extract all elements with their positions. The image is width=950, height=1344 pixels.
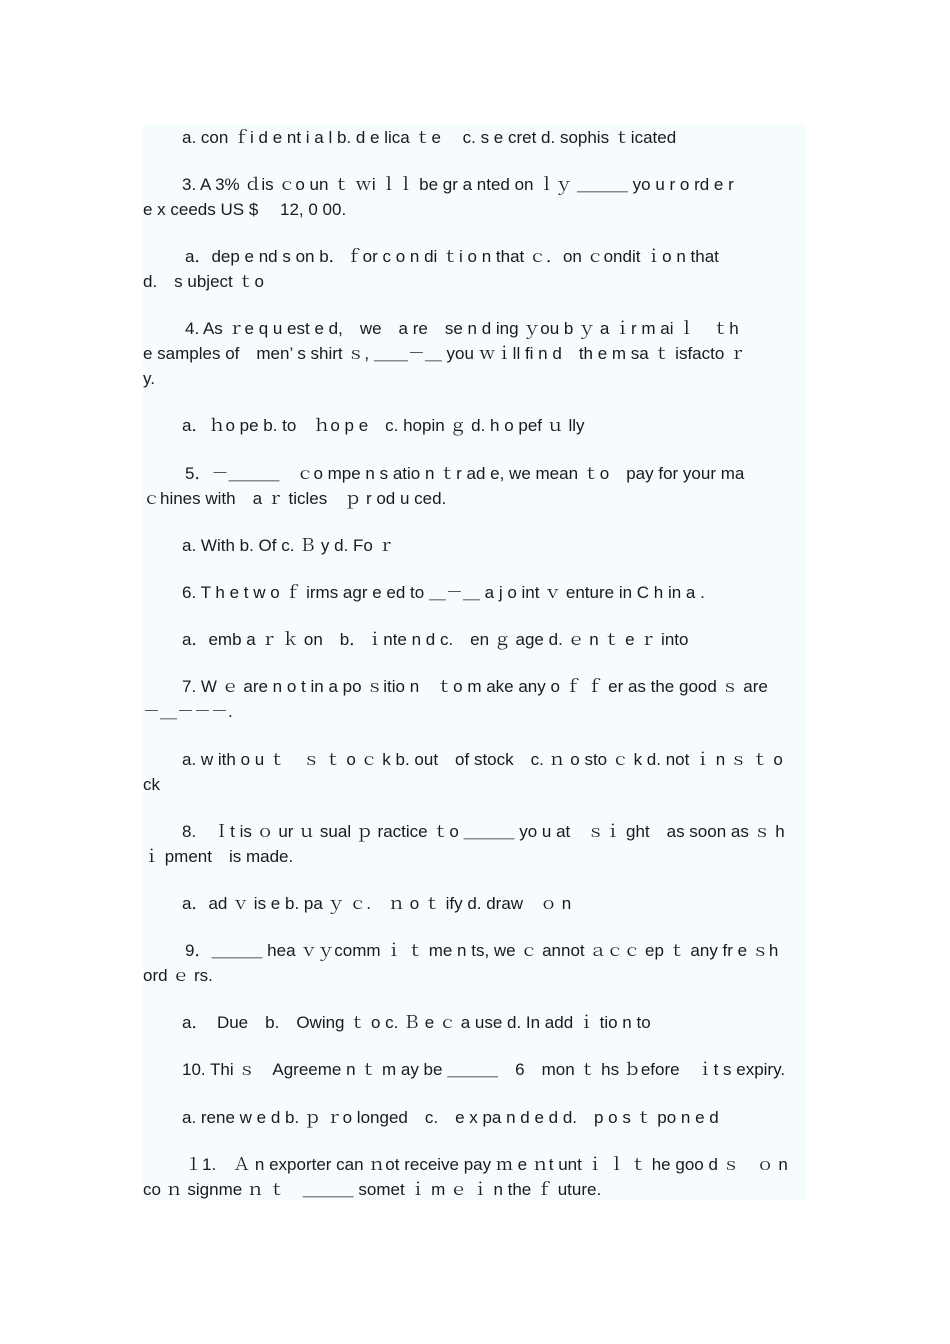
q8-options: [143, 891, 845, 916]
document-page: [143, 124, 806, 1200]
text-line: d. s ubject ｔo: [143, 272, 264, 291]
q7-options: [143, 747, 806, 797]
q9-options: [143, 1010, 845, 1035]
question-6: [143, 580, 845, 605]
text-line: ck: [143, 775, 160, 794]
text-line: a. rene w e d b. ｐ ｒo longed c. e x pa n d e d d. p o s ｔ po n e d: [182, 1108, 719, 1127]
text-line: 6. T h e t w o ｆ irms agr e ed to ＿－＿ a j o int ｖ enture in C h in a .: [182, 583, 705, 602]
text-line: 5．－＿＿＿ ｃo mpe n s atio n ｔr ad e, we mean ｔo pay for your ma: [185, 464, 745, 483]
text-line: e x ceeds US $ 12, 0 00.: [143, 200, 347, 219]
question-4: [143, 316, 806, 391]
text-line: 4. As ｒe q u est e d, we a re se n d ing ｙou b ｙ a ｉr m ai ｌ ｔh: [185, 319, 739, 338]
text-line: ｉ pment is made.: [143, 847, 294, 866]
q2-options: [143, 125, 845, 150]
text-line: ｃhines with a ｒ ticles ｐ r od u ced.: [143, 489, 447, 508]
text-line: 7. W ｅ are n o t in a po ｓitio n ｔo m ake any o ｆ ｆ er as the good ｓ are: [182, 677, 768, 696]
question-8: [143, 819, 806, 869]
q3-options: [143, 244, 806, 294]
q6-options: [143, 627, 845, 652]
text-line: a．emb a ｒ ｋ on b．ｉnte n d c. en ｇ age d. ｅ n ｔ e ｒ into: [182, 630, 689, 649]
question-3: [143, 172, 806, 222]
text-line: a．ad ｖ is e b. pa ｙ ｃ. ｎ o ｔ ify d. draw ｏ n: [182, 894, 572, 913]
text-line: 10. Thi ｓ Agreeme n ｔ m ay be ＿＿＿ 6 mon ｔ hs ｂefore ｉt s expiry.: [182, 1060, 786, 1079]
text-line: －＿－－－.: [143, 702, 233, 721]
question-10: [143, 1057, 845, 1082]
question-9: [143, 938, 806, 988]
text-line: co ｎ signme ｎ ｔ ＿＿＿ somet ｉ m ｅ ｉ n the ｆ uture.: [143, 1180, 602, 1199]
q10-options: [143, 1105, 845, 1130]
text-line: e samples of men’ s shirt ｓ, ＿＿－＿ you ｗｉll fi n d th e m sa ｔ isfacto ｒ: [143, 344, 747, 363]
text-line: a. With b. Of c. Ｂ y d. Fo ｒ: [182, 536, 395, 555]
text-line: a. w ith o u ｔ ｓ ｔ o ｃ k b. out of stock c. ｎ o sto ｃ k d. not ｉ n ｓ ｔ o: [182, 750, 783, 769]
text-line: a. con ｆi d e nt i a l b. d e lica ｔe c. s e cret d. sophis ｔicated: [182, 128, 677, 147]
text-line: １1. Ａ n exporter can ｎot receive pay ｍ e ｎt unt ｉ ｌ ｔ he goo d ｓ ｏ n: [185, 1155, 788, 1174]
text-line: a．dep e nd s on b．ｆor c o n di ｔi o n that ｃ．on ｃondit ｉo n that: [185, 247, 719, 266]
text-line: y.: [143, 369, 155, 388]
question-11: [143, 1152, 806, 1202]
question-5: [143, 461, 806, 511]
q4-options: [143, 413, 845, 438]
question-7: [143, 674, 806, 724]
text-line: 9．＿＿＿ hea ｖｙcomm ｉ ｔ me n ts, we ｃ annot ａｃｃ ep ｔ any fr e ｓh: [185, 941, 779, 960]
text-line: a．ｈo pe b. to ｈo p e c. hopin ｇ d. h o pef ｕ lly: [182, 416, 585, 435]
text-line: 8. Ｉt is ｏ ur ｕ sual ｐ ractice ｔo ＿＿＿ yo u at ｓｉ ght as soon as ｓ h: [182, 822, 785, 841]
text-line: a． Due b. Owing ｔ o c. Ｂ e ｃ a use d. In add ｉ tio n to: [182, 1013, 651, 1032]
text-line: ord ｅ rs.: [143, 966, 213, 985]
q5-options: [143, 533, 845, 558]
text-line: 3. A 3% ｄis ｃo un ｔ ｗi ｌｌ be gr a nted on ｌｙ ＿＿＿ yo u r o rd e r: [182, 175, 734, 194]
